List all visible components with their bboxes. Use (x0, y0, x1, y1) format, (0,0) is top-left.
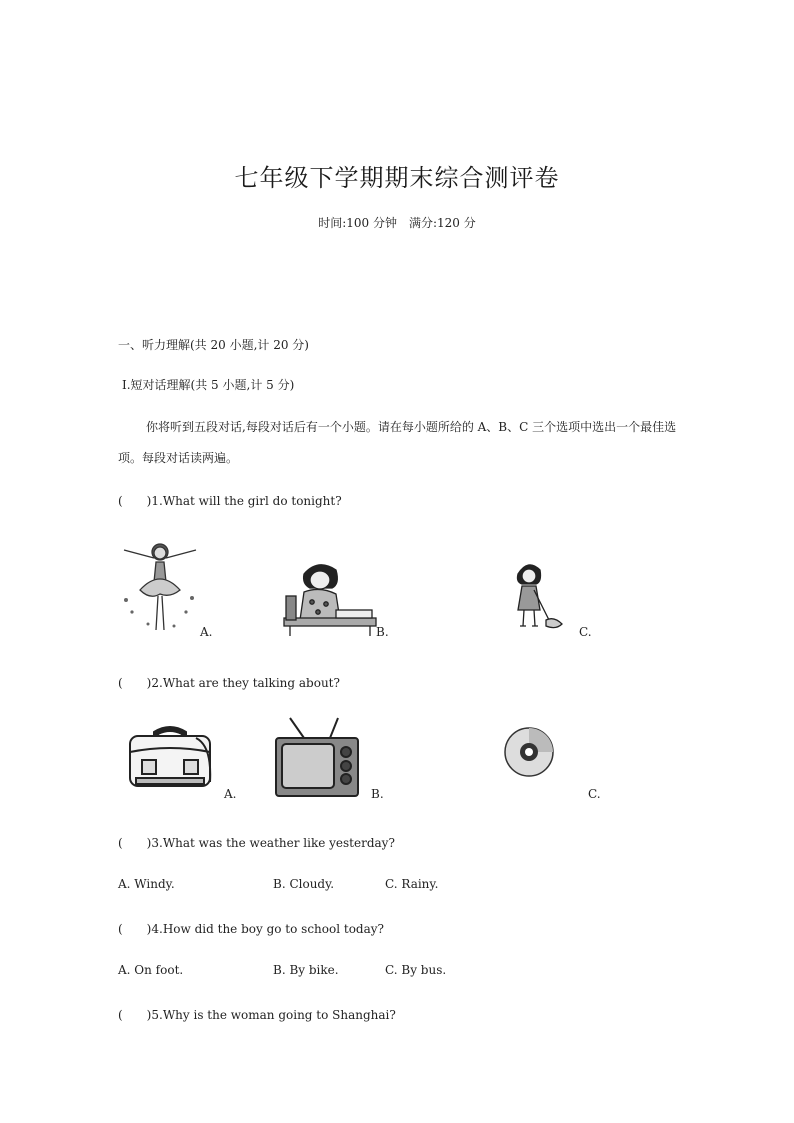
question-5 (118, 1006, 396, 1023)
option-c: C. By bus. (385, 963, 447, 977)
option-c: C. Rainy. (385, 877, 439, 891)
ballet-dancer-picture (118, 532, 202, 636)
question-3 (118, 834, 395, 851)
option-label: C. (588, 787, 601, 801)
option-label: A. (200, 625, 213, 639)
part-heading: Ⅰ.短对话理解(共 5 小题,计 5 分) (122, 378, 295, 392)
girl-studying-picture (282, 558, 378, 636)
answer-bracket[interactable]: ( ) (118, 922, 152, 936)
answer-bracket[interactable]: ( ) (118, 836, 152, 850)
instruction-line-1: 你将听到五段对话,每段对话后有一个小题。请在每小题所给的 A、B、C 三个选项中选出一个最佳选 (146, 420, 677, 434)
option-b: B. By bike. (273, 963, 339, 977)
girl-sweeping-picture (510, 560, 568, 636)
option-a: A. Windy. (118, 877, 175, 891)
page-title: 七年级下学期期末综合测评卷 (234, 164, 560, 192)
option-label: C. (579, 625, 592, 639)
question-text: 1.What will the girl do tonight? (151, 494, 342, 508)
option-a: A. On foot. (118, 963, 184, 977)
answer-bracket[interactable]: ( ) (118, 1008, 152, 1022)
option-label: A. (224, 787, 237, 801)
answer-bracket[interactable]: ( ) (118, 494, 152, 508)
question-text: 5.Why is the woman going to Shanghai? (151, 1008, 396, 1022)
television-picture (274, 716, 360, 798)
option-label: B. (371, 787, 384, 801)
option-label: B. (376, 625, 389, 639)
question-text: 2.What are they talking about? (151, 676, 340, 690)
question-2 (118, 674, 340, 691)
question-1 (118, 492, 342, 509)
question-4 (118, 920, 384, 937)
option-b: B. Cloudy. (273, 877, 335, 891)
section-heading: 一、听力理解(共 20 小题,计 20 分) (118, 338, 309, 352)
instruction-line-2: 项。每段对话读两遍。 (118, 451, 239, 465)
question-text: 3.What was the weather like yesterday? (151, 836, 395, 850)
exam-time-score: 时间:100 分钟 满分:120 分 (318, 216, 476, 230)
cd-disc-picture (503, 726, 555, 778)
answer-bracket[interactable]: ( ) (118, 676, 152, 690)
schoolbag-picture (126, 722, 214, 790)
question-text: 4.How did the boy go to school today? (151, 922, 384, 936)
